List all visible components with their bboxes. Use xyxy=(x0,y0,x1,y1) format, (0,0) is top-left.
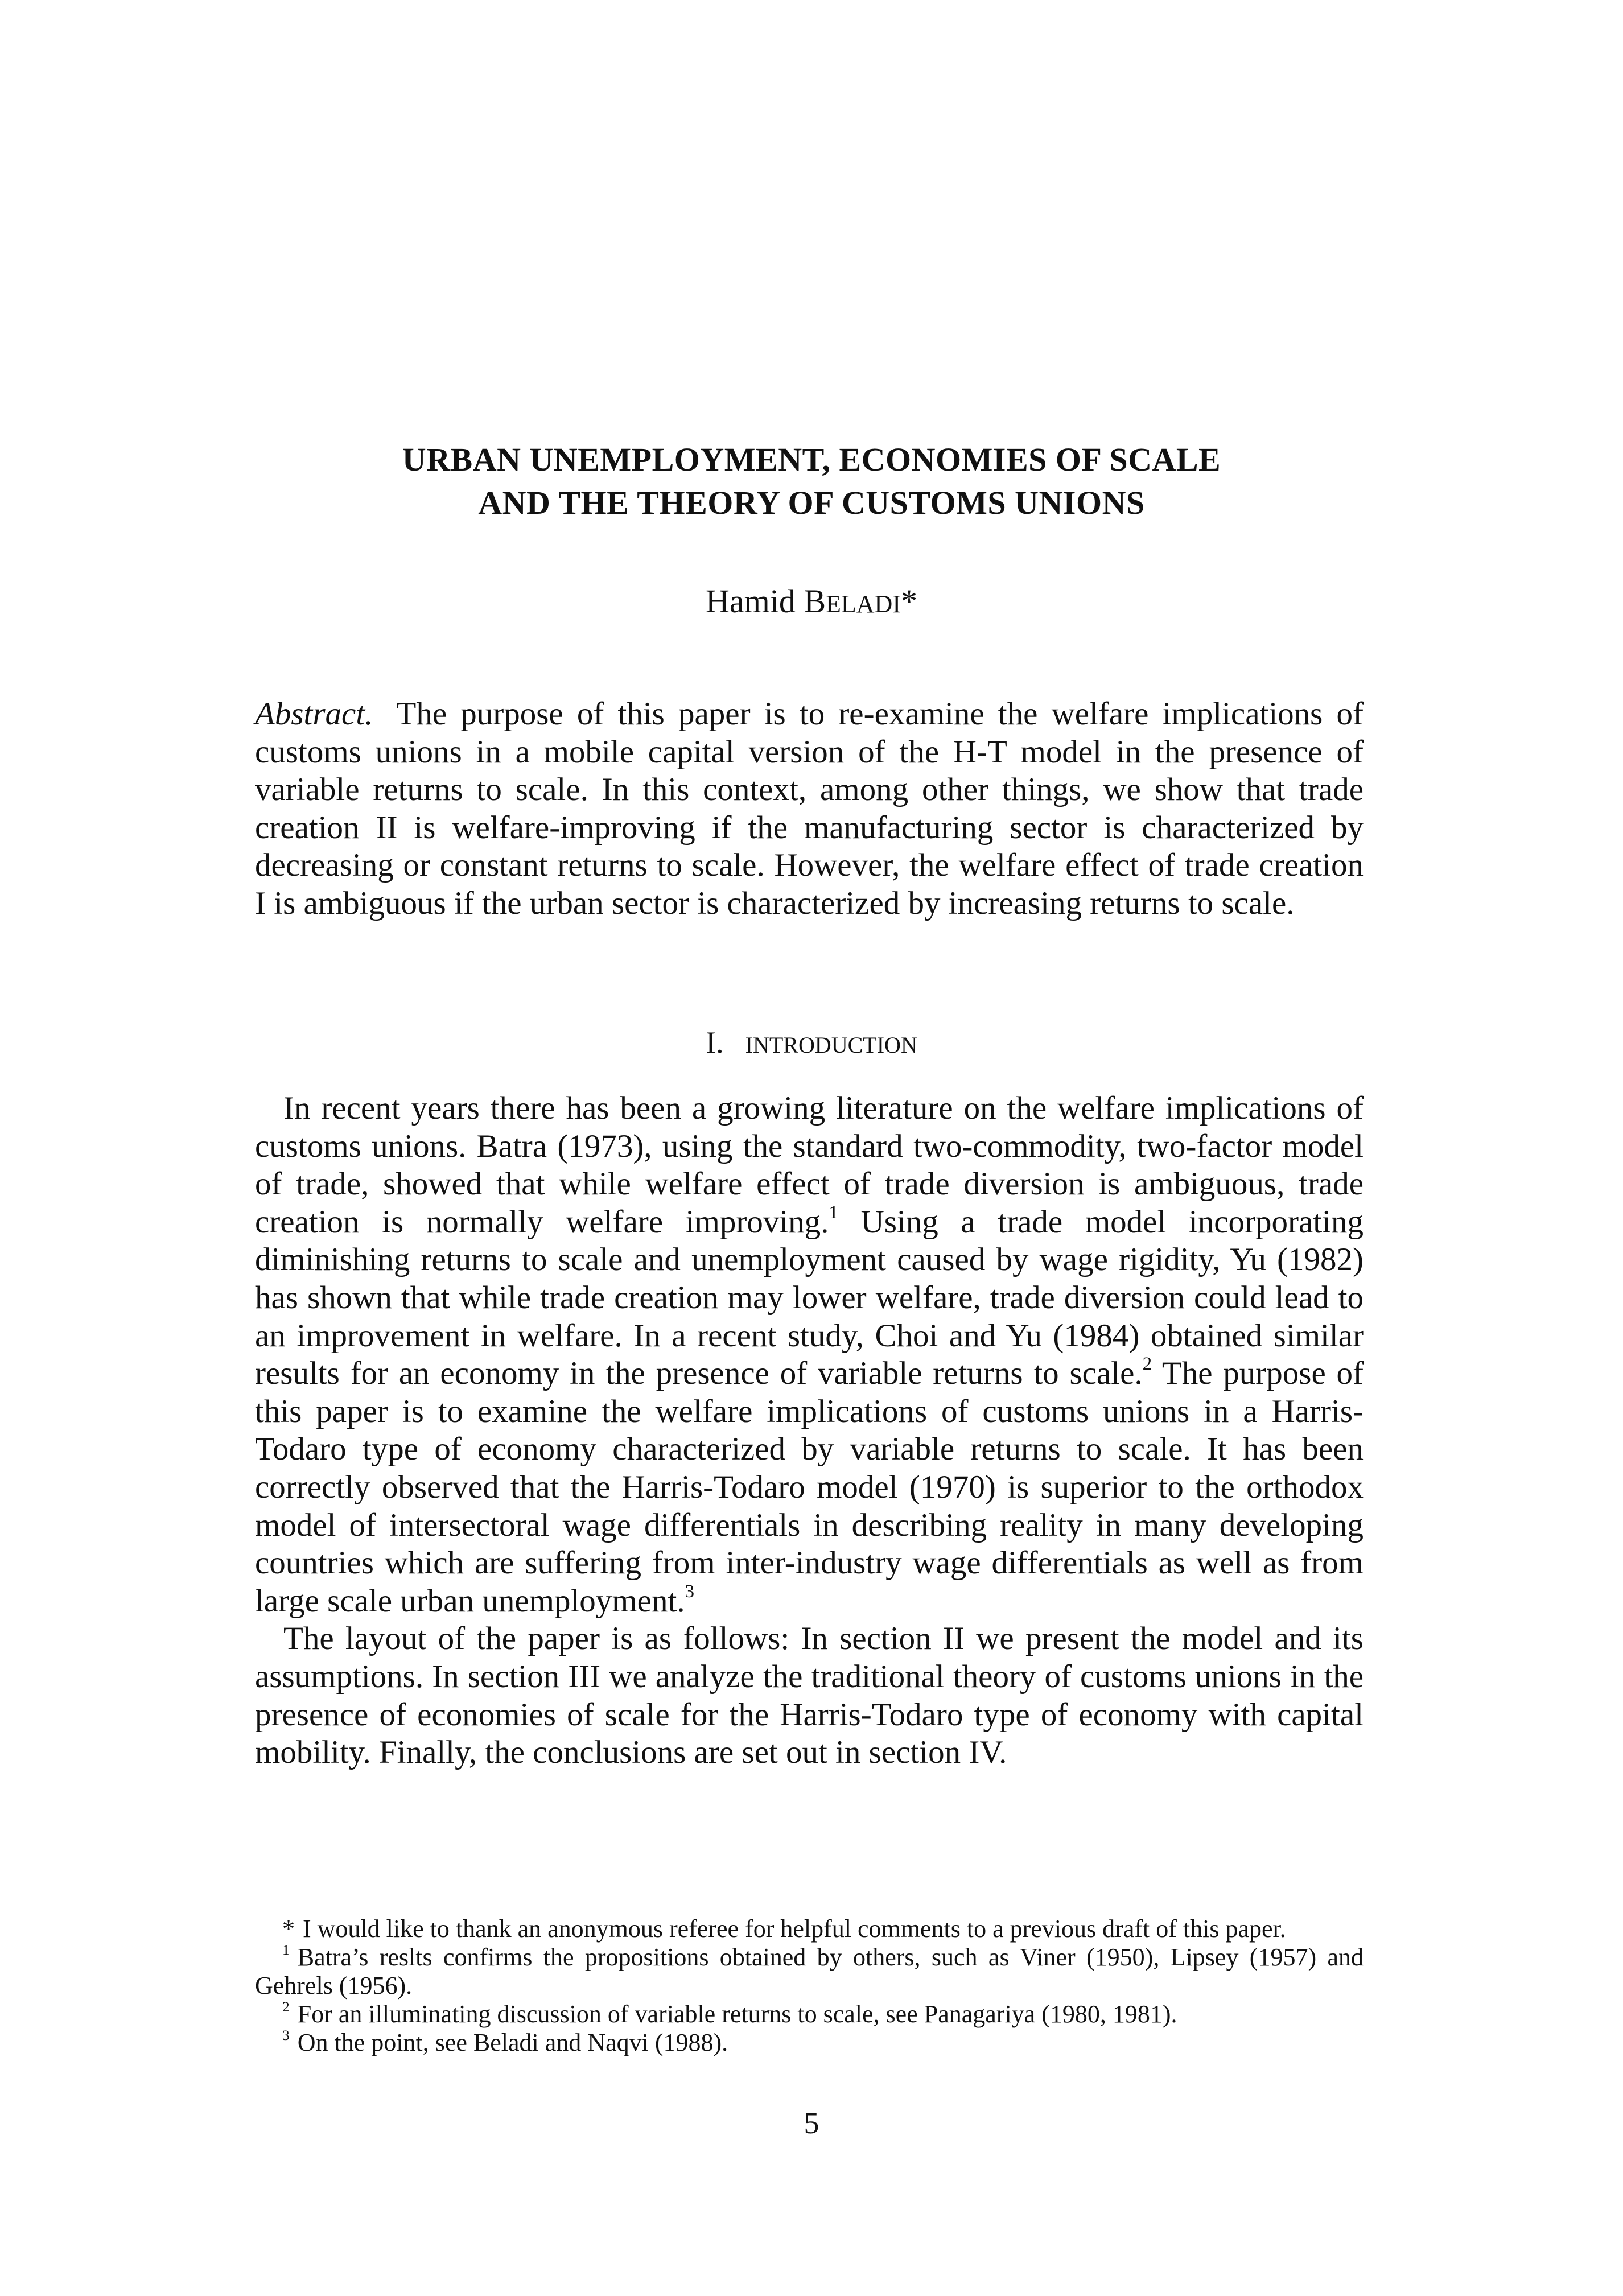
section-heading xyxy=(0,1024,1623,1064)
paragraph-1 xyxy=(255,1090,1364,1620)
author-last-name: BELADI xyxy=(804,583,901,620)
paragraph-2: The layout of the paper is as follows: In section II we present the model and its assumptions. In section III we analyze the traditional theory of customs unions in the presence of economies of scale for the Harris-Todaro type of economy with capital mobility. Finally, the conclusions are set out in section IV. xyxy=(255,1621,1364,1771)
footnote-text: I would like to thank an anonymous referee for helpful comments to a previous draft of this paper. xyxy=(303,1915,1286,1943)
footnote-text: Batra’s reslts confirms the propositions obtained by others, such as Viner (1950), Lipsey (1957) and Gehrels (1956). xyxy=(255,1943,1364,2000)
footnote-3 xyxy=(255,2026,1364,2057)
paragraph-text: Using a trade model incorporating diminishing returns to scale and unemployment caused by wage rigidity, Yu (1982) has shown that while trade creation may lower welfare, trade diversion could lead to an improvement in welfare. In a recent study, Choi and Yu (1984) obtained similar results for an economy in the presence of variable returns to scale. xyxy=(255,1203,1364,1392)
author-footnote-marker: * xyxy=(901,583,917,620)
paragraph-text: In recent years there has been a growing literature on the welfare implications of customs unions. Batra (1973), using the standard two-commodity, two-factor model of trade, showed that while welfare effect of trade diversion is ambiguous, trade creation is normally welfare improving. xyxy=(255,1090,1364,1240)
footnote-mark: * xyxy=(282,1915,295,1943)
footnote-1 xyxy=(255,1943,1364,2000)
footnote-star xyxy=(255,1915,1364,1943)
footnote-ref-3[interactable]: 3 xyxy=(685,1581,695,1602)
section-title: INTRODUCTION xyxy=(745,1032,917,1058)
footnote-mark: 3 xyxy=(282,2026,290,2043)
footnote-2 xyxy=(255,2000,1364,2029)
footnote-text: On the point, see Beladi and Naqvi (1988). xyxy=(297,2029,728,2056)
abstract xyxy=(255,695,1364,922)
footnote-text: For an illuminating discussion of variable returns to scale, see Panagariya (1980, 1981). xyxy=(297,2000,1177,2028)
paragraph-text: The purpose of this paper is to examine the welfare implications of customs unions in a Harris-Todaro type of economy characterized by variable returns to scale. It has been correctly observed that the Harris-Todaro model (1970) is superior to the orthodox model of intersectoral wage differentials in describing reality in many developing countries which are suffering from inter-industry wage differentials as well as from large scale urban unemployment. xyxy=(255,1355,1364,1619)
footnote-mark: 2 xyxy=(282,1998,290,2015)
footnote-mark: 1 xyxy=(282,1941,290,1958)
title-line-2: AND THE THEORY OF CUSTOMS UNIONS xyxy=(478,484,1145,521)
introduction-body xyxy=(255,1090,1364,1772)
paper-title xyxy=(0,438,1623,525)
page-number: 5 xyxy=(804,2106,819,2140)
footnotes xyxy=(255,1915,1364,2057)
abstract-text: The purpose of this paper is to re-examine the welfare implications of customs unions in a mobile capital version of the H-T model in the presence of variable returns to scale. In this context, among other things, we show that trade creation II is welfare-improving if the manufacturing sector is characterized by decreasing or constant returns to scale. However, the welfare effect of trade creation I is ambiguous if the urban sector is characterized by increasing returns to scale. xyxy=(255,696,1364,921)
title-line-1: URBAN UNEMPLOYMENT, ECONOMIES OF SCALE xyxy=(402,441,1221,478)
author-first-name: Hamid xyxy=(705,583,796,620)
footnote-ref-2[interactable]: 2 xyxy=(1142,1354,1152,1375)
footnote-ref-1[interactable]: 1 xyxy=(829,1202,838,1223)
author-line xyxy=(0,582,1623,624)
section-number: I. xyxy=(706,1025,724,1060)
abstract-label: Abstract. xyxy=(255,696,373,732)
